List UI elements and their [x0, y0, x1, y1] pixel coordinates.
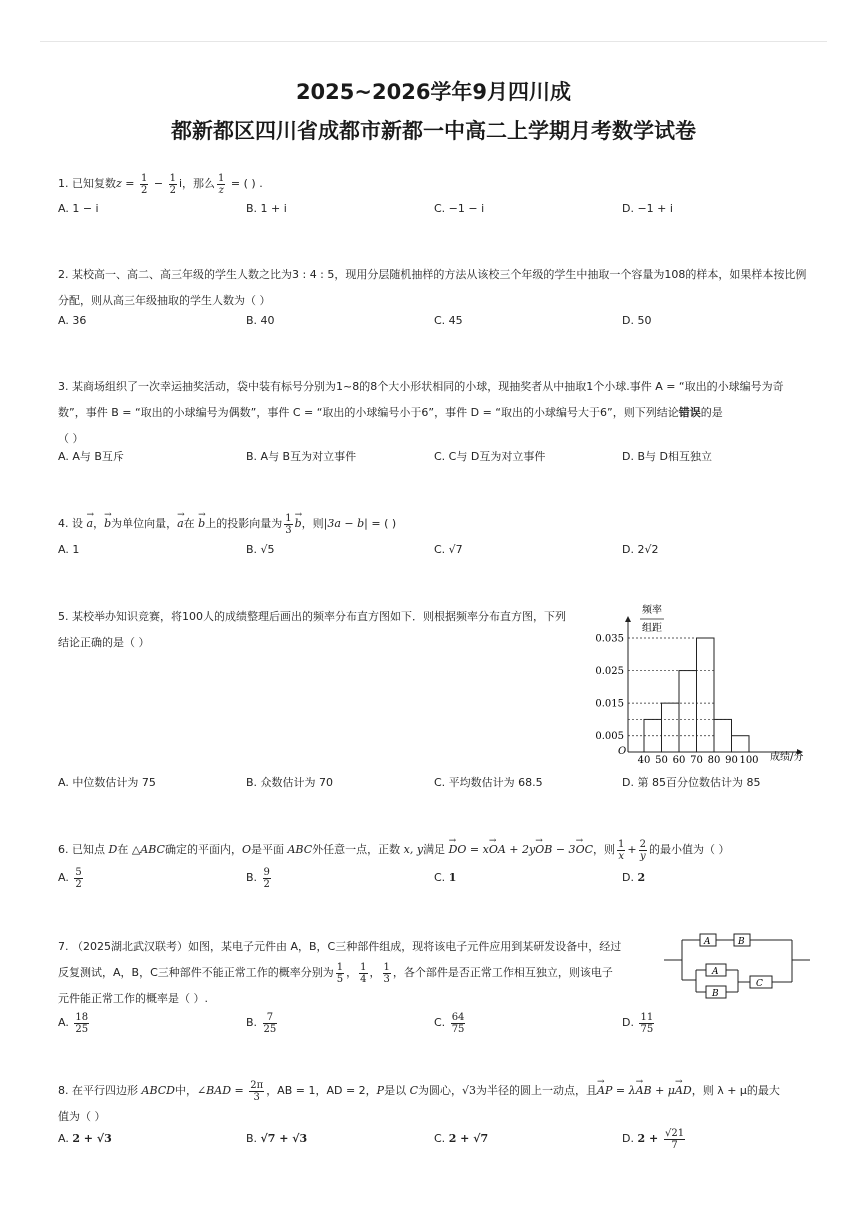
- q7-option-a-num: 18: [75, 1011, 89, 1023]
- q6-option-c[interactable]: [434, 865, 456, 891]
- q6-vec-oc: → OC: [576, 837, 593, 863]
- q6-var-o: O: [241, 843, 251, 856]
- question-4-stem: [58, 511, 813, 537]
- q8-t4: ，AB = 1，AD = 2，: [266, 1084, 377, 1097]
- q6-frac2: [639, 839, 647, 862]
- q3-emphasis: 错误: [678, 406, 701, 419]
- q7-frac3-den: 3: [383, 973, 390, 985]
- q4-option-d[interactable]: D. 2√2: [622, 543, 659, 556]
- histogram-x-tick-label: 60: [672, 755, 686, 766]
- q8-vec-ad: → AD: [675, 1078, 692, 1104]
- q7-sep1: ，: [346, 966, 358, 979]
- histogram-x-tick-label: 70: [690, 755, 703, 766]
- q6-option-b-num: 9: [263, 866, 270, 878]
- histogram-x-ticks: [638, 755, 759, 766]
- q7-frac1: [336, 962, 344, 985]
- histogram-x-tick-label: 40: [637, 755, 651, 766]
- q8-angle: ∠BAD =: [196, 1084, 248, 1097]
- q7-option-c-label: C.: [434, 1016, 446, 1029]
- q7-frac3: [383, 962, 391, 985]
- q1-i: i: [178, 177, 183, 190]
- q3-line2-a: 数”，事件 B = “取出的小球编号为偶数”，事件 C = “取出的小球编号小于6”，事件 D = “取出的小球编号大于6”，则下列结论: [58, 406, 679, 419]
- q8-t11: ，则 λ + μ的最大: [691, 1084, 780, 1097]
- question-1-options: [58, 196, 818, 222]
- q7-frac1-num: 1: [336, 961, 344, 973]
- q1-frac2-num: 1: [169, 172, 176, 184]
- q7-line2-b: ，各个部件是否正常工作相互独立，则该电子: [392, 966, 613, 979]
- q1-frac2: [169, 173, 177, 196]
- q3-line2-c: 的是: [700, 406, 723, 419]
- q8-var-p: P: [376, 1084, 385, 1097]
- q8-t3: 中，: [174, 1084, 197, 1097]
- q1-text: 1. 已知复数: [58, 177, 116, 190]
- q5-line2: 结论正确的是（ ）: [58, 636, 150, 649]
- histogram-ylabel-bottom: 组距: [642, 623, 662, 634]
- q4-text3: 为单位向量，: [111, 517, 178, 530]
- q6-t12: ，则: [593, 843, 615, 856]
- q6-var-xy: x, y: [403, 843, 424, 856]
- q7-option-b-num: 7: [263, 1012, 278, 1024]
- q4-frac-num: 1: [285, 512, 292, 524]
- q1-frac3-den: z: [218, 184, 224, 196]
- q8-option-c-label: C.: [434, 1132, 446, 1145]
- histogram-bar: [697, 638, 715, 752]
- q6-option-a-den: 2: [75, 878, 82, 890]
- q3-option-c[interactable]: C. C与 D互为对立事件: [434, 450, 546, 463]
- circuit-label-b2: B: [712, 989, 719, 999]
- q4-text2: ，: [93, 517, 105, 530]
- q4-frac-den: 3: [285, 524, 292, 536]
- question-2-options: [58, 308, 818, 334]
- q2-option-a[interactable]: A. 36: [58, 314, 87, 327]
- q5-option-a[interactable]: A. 中位数估计为 75: [58, 776, 156, 789]
- q4-vec-a: → a: [87, 511, 94, 537]
- q6-vec-do: → DO: [449, 837, 467, 863]
- q1-frac3: [217, 173, 225, 196]
- q4-vec-a2: → a: [177, 511, 184, 537]
- question-8-options: [58, 1126, 818, 1152]
- q8-t1: 8. 在平行四边形: [58, 1084, 142, 1097]
- q8-option-a-label: A.: [58, 1132, 69, 1145]
- q7-frac1-den: 5: [336, 973, 344, 985]
- q4-text4: 在: [183, 517, 199, 530]
- question-7-stem: [58, 934, 658, 1012]
- histogram-y-tick-label: 0.035: [595, 633, 624, 645]
- q1-frac1-num: 1: [141, 172, 148, 184]
- q7-option-a-den: 25: [75, 1023, 89, 1035]
- q8-option-d-frac: [664, 1128, 685, 1151]
- q7-option-d-num: 11: [640, 1011, 654, 1023]
- q7-option-a-label: A.: [58, 1016, 69, 1029]
- q8-t8: 为圆心，: [418, 1084, 462, 1097]
- q7-line1: 7. （2025湖北武汉联考）如图，某电子元件由 A，B，C三种部件组成，现将该电子元件应用到某研发设备中，经过: [58, 940, 622, 953]
- q7-option-b-den: 25: [263, 1023, 277, 1035]
- q8-vec-ap: → AP: [597, 1078, 612, 1104]
- q6-t13: 的最小值为（ ）: [648, 843, 730, 856]
- q7-option-a[interactable]: [58, 1010, 91, 1036]
- q8-option-d-den: 7: [671, 1139, 678, 1151]
- histogram-xlabel: 成绩/分: [770, 752, 804, 763]
- q6-frac2-den: y: [639, 850, 646, 862]
- question-2-stem: 2. 某校高一、高二、高三年级的学生人数之比为3 : 4 : 5，现用分层随机抽样的方法从该校三个年级的学生中抽取一个容量为108的样本，如果样本按比例分配，则从高三年级抽取的学生人数为（ ）: [58, 268, 807, 307]
- q5-option-c[interactable]: C. 平均数估计为 68.5: [434, 776, 543, 789]
- histogram-bar: [732, 736, 750, 752]
- q6-option-b-frac: [263, 867, 271, 890]
- q7-option-b-label: B.: [246, 1016, 258, 1029]
- q7-option-c[interactable]: [434, 1010, 467, 1036]
- q8-frac-den: 3: [253, 1091, 260, 1103]
- q1-text2: ，那么: [182, 177, 216, 190]
- q4-frac: [284, 513, 292, 536]
- header-divider: [40, 41, 827, 42]
- q6-option-b-den: 2: [263, 878, 270, 890]
- q6-plus: +: [627, 843, 637, 856]
- q6-option-a-num: 5: [75, 866, 82, 878]
- circuit-diagram: [660, 928, 815, 1008]
- q6-eq1: = x: [466, 843, 489, 856]
- q8-option-c[interactable]: [434, 1126, 488, 1152]
- q6-frac1: [617, 839, 625, 862]
- q8-frac-num: 2π: [250, 1079, 264, 1091]
- q4-option-b[interactable]: B. √5: [246, 543, 275, 556]
- histogram-bars: [644, 638, 749, 752]
- q7-option-c-num: 64: [451, 1011, 465, 1023]
- histogram-y-tick-label: 0.005: [595, 731, 624, 743]
- histogram-y-tick-label: 0.025: [595, 666, 624, 678]
- q8-frac: [249, 1080, 264, 1103]
- histogram-bar: [662, 703, 680, 752]
- q5-line1: 5. 某校举办知识竞赛，将100人的成绩整理后画出的频率分布直方图如下．则根据频率分布直方图，下列: [58, 610, 566, 623]
- circuit-label-b: B: [738, 937, 745, 947]
- q6-frac2-num: 2: [639, 838, 646, 850]
- q6-t9: 外任意一点，正数: [312, 843, 404, 856]
- q1-var-z: z: [116, 177, 122, 190]
- q8-option-d-num: √21: [665, 1127, 685, 1139]
- q8-line1: [58, 1078, 813, 1104]
- histogram-origin: O: [618, 746, 627, 757]
- q4-text6: ，则: [301, 517, 324, 530]
- q6-frac1-den: x: [618, 850, 624, 862]
- q4-text1: 4. 设: [58, 517, 87, 530]
- question-5-options: [58, 770, 818, 796]
- q6-var-d: D: [108, 843, 118, 856]
- q6-t1: 6. 已知点: [58, 843, 109, 856]
- histogram-x-tick-label: 50: [655, 755, 668, 766]
- q6-option-a[interactable]: [58, 865, 85, 891]
- q8-option-c-value: 2 + √7: [448, 1132, 489, 1145]
- q1-frac1-den: 2: [141, 184, 148, 196]
- q7-option-c-frac: [451, 1012, 466, 1035]
- q7-frac2-num: 1: [360, 961, 367, 973]
- q4-abs-expr: |3a − b|: [323, 517, 368, 530]
- q8-var-abcd: ABCD: [141, 1084, 175, 1097]
- q8-vec-ab: → AB: [636, 1078, 652, 1104]
- question-5-stem: [58, 604, 598, 656]
- question-4-options: [58, 537, 818, 563]
- q4-text7: = ( ): [367, 517, 397, 530]
- histogram-bar: [714, 719, 732, 752]
- q4-vec-b: → b: [104, 511, 111, 537]
- q7-option-d[interactable]: [622, 1010, 656, 1036]
- circuit-label-c: C: [756, 979, 763, 989]
- histogram-ylabel-top: 频率: [642, 605, 662, 616]
- q8-t10: 为半径的圆上一动点，且: [476, 1084, 598, 1097]
- q7-frac3-num: 1: [383, 961, 390, 973]
- q6-option-d-label: D.: [622, 871, 634, 884]
- q6-frac1-num: 1: [618, 838, 625, 850]
- question-8-stem: [58, 1078, 813, 1130]
- q6-t3: 在 △: [117, 843, 141, 856]
- histogram-y-arrow: [625, 616, 631, 622]
- q1-frac3-num: 1: [218, 172, 225, 184]
- q7-line2-a: 反复测试，A，B，C三种部件不能正常工作的概率分别为: [58, 966, 334, 979]
- q1-frac2-den: 2: [169, 184, 176, 196]
- histogram-bar: [679, 671, 697, 752]
- question-6-stem: [58, 837, 813, 863]
- q6-option-c-label: C.: [434, 871, 446, 884]
- circuit-label-a: A: [704, 937, 711, 947]
- q3-line2: [58, 400, 813, 426]
- q6-t5: 确定的平面内，: [164, 843, 242, 856]
- q6-option-a-label: A.: [58, 871, 69, 884]
- q2-option-d[interactable]: D. 50: [622, 314, 652, 327]
- q6-var-abc: ABC: [140, 843, 165, 856]
- q1-minus: −: [150, 177, 167, 190]
- question-3-options: [58, 444, 818, 470]
- question-1-stem: [58, 171, 813, 197]
- q1-option-d[interactable]: D. −1 + i: [622, 202, 673, 215]
- question-7-options: [58, 1010, 818, 1036]
- q3-line3: （ ）: [58, 432, 84, 445]
- q6-option-b-label: B.: [246, 871, 258, 884]
- q4-text5: 上的投影向量为: [205, 517, 283, 530]
- question-3-stem: [58, 374, 813, 452]
- q7-sep2: ，: [369, 966, 381, 979]
- q8-option-d-pre: 2 +: [637, 1132, 662, 1145]
- q6-option-d[interactable]: [622, 865, 645, 891]
- q8-eq2: + μ: [651, 1084, 675, 1097]
- q1-option-b[interactable]: B. 1 + i: [246, 202, 287, 215]
- histogram-y-ticks: [595, 634, 624, 743]
- circuit-label-a2: A: [712, 967, 719, 977]
- q6-vec-oa: → OA: [489, 837, 506, 863]
- q2-option-b[interactable]: B. 40: [246, 314, 275, 327]
- q4-option-a[interactable]: A. 1: [58, 543, 80, 556]
- question-6-options: [58, 865, 818, 891]
- page-title-line2: 都新都区四川省成都市新都一中高二上学期月考数学试卷: [171, 119, 696, 143]
- q1-frac1: [140, 173, 148, 196]
- q7-option-b[interactable]: [246, 1010, 279, 1036]
- q6-vec-ob: → OB: [535, 837, 552, 863]
- q6-option-b[interactable]: [246, 865, 273, 891]
- q1-text3: = ( ) .: [227, 177, 263, 190]
- histogram-x-tick-label: 100: [739, 755, 759, 766]
- q8-option-b-value: √7 + √3: [260, 1132, 308, 1145]
- q7-frac2: [359, 962, 367, 985]
- q8-option-d[interactable]: [622, 1126, 687, 1152]
- q3-option-b[interactable]: B. A与 B互为对立事件: [246, 450, 357, 463]
- q8-option-b[interactable]: [246, 1126, 307, 1152]
- q1-eq: =: [121, 177, 139, 190]
- q7-option-a-frac: [74, 1012, 89, 1035]
- q2-option-c[interactable]: C. 45: [434, 314, 463, 327]
- q4-option-c[interactable]: C. √7: [434, 543, 463, 556]
- q4-vec-b2: → b: [198, 511, 205, 537]
- q7-option-d-label: D.: [622, 1016, 634, 1029]
- q8-sqrt3: √3: [462, 1084, 477, 1097]
- q5-option-b[interactable]: B. 众数估计为 70: [246, 776, 334, 789]
- q8-t6: 是以: [384, 1084, 410, 1097]
- q7-frac2-den: 4: [360, 973, 367, 985]
- q7-option-d-frac: [639, 1012, 654, 1035]
- q7-line3: 元件能正常工作的概率是（ ）.: [58, 992, 208, 1005]
- q1-option-a[interactable]: A. 1 − i: [58, 202, 99, 215]
- q3-option-d[interactable]: D. B与 D相互独立: [622, 450, 712, 463]
- q6-t7: 是平面: [250, 843, 288, 856]
- q6-option-a-frac: [74, 867, 82, 890]
- q4-vec-b3: → b: [295, 511, 302, 537]
- q6-option-d-value: 2: [637, 871, 646, 884]
- q6-eq2: + 2y: [505, 843, 536, 856]
- q1-option-c[interactable]: C. −1 − i: [434, 202, 485, 215]
- q7-line2: [58, 960, 658, 986]
- q8-option-a[interactable]: [58, 1126, 112, 1152]
- histogram-y-tick-label: 0.015: [595, 698, 624, 710]
- q7-option-c-den: 75: [451, 1023, 465, 1035]
- q7-option-b-frac: [263, 1012, 278, 1035]
- q6-t11: 满足: [423, 843, 449, 856]
- q8-eq1: = λ: [612, 1084, 636, 1097]
- page-title-line1: 2025~2026学年9月四川成: [295, 80, 572, 104]
- q8-option-d-label: D.: [622, 1132, 634, 1145]
- q3-line1: 3. 某商场组织了一次幸运抽奖活动，袋中装有标号分别为1~8的8个大小形状相同的小球，现抽奖者从中抽取1个小球.事件 A = “取出的小球编号为奇: [58, 380, 784, 393]
- q6-eq3: − 3: [552, 843, 576, 856]
- q8-line2: 值为（ ）: [58, 1110, 106, 1123]
- q7-option-d-den: 75: [640, 1023, 654, 1035]
- q6-option-c-value: 1: [448, 871, 457, 884]
- frequency-histogram: [592, 600, 817, 770]
- q5-option-d[interactable]: D. 第 85百分位数估计为 85: [622, 776, 761, 789]
- q8-var-c: C: [409, 1084, 418, 1097]
- histogram-x-tick-label: 90: [725, 755, 738, 766]
- q3-option-a[interactable]: A. A与 B互斥: [58, 450, 124, 463]
- histogram-x-tick-label: 80: [707, 755, 721, 766]
- q8-option-a-value: 2 + √3: [72, 1132, 112, 1145]
- q6-var-abc2: ABC: [287, 843, 313, 856]
- q8-option-b-label: B.: [246, 1132, 258, 1145]
